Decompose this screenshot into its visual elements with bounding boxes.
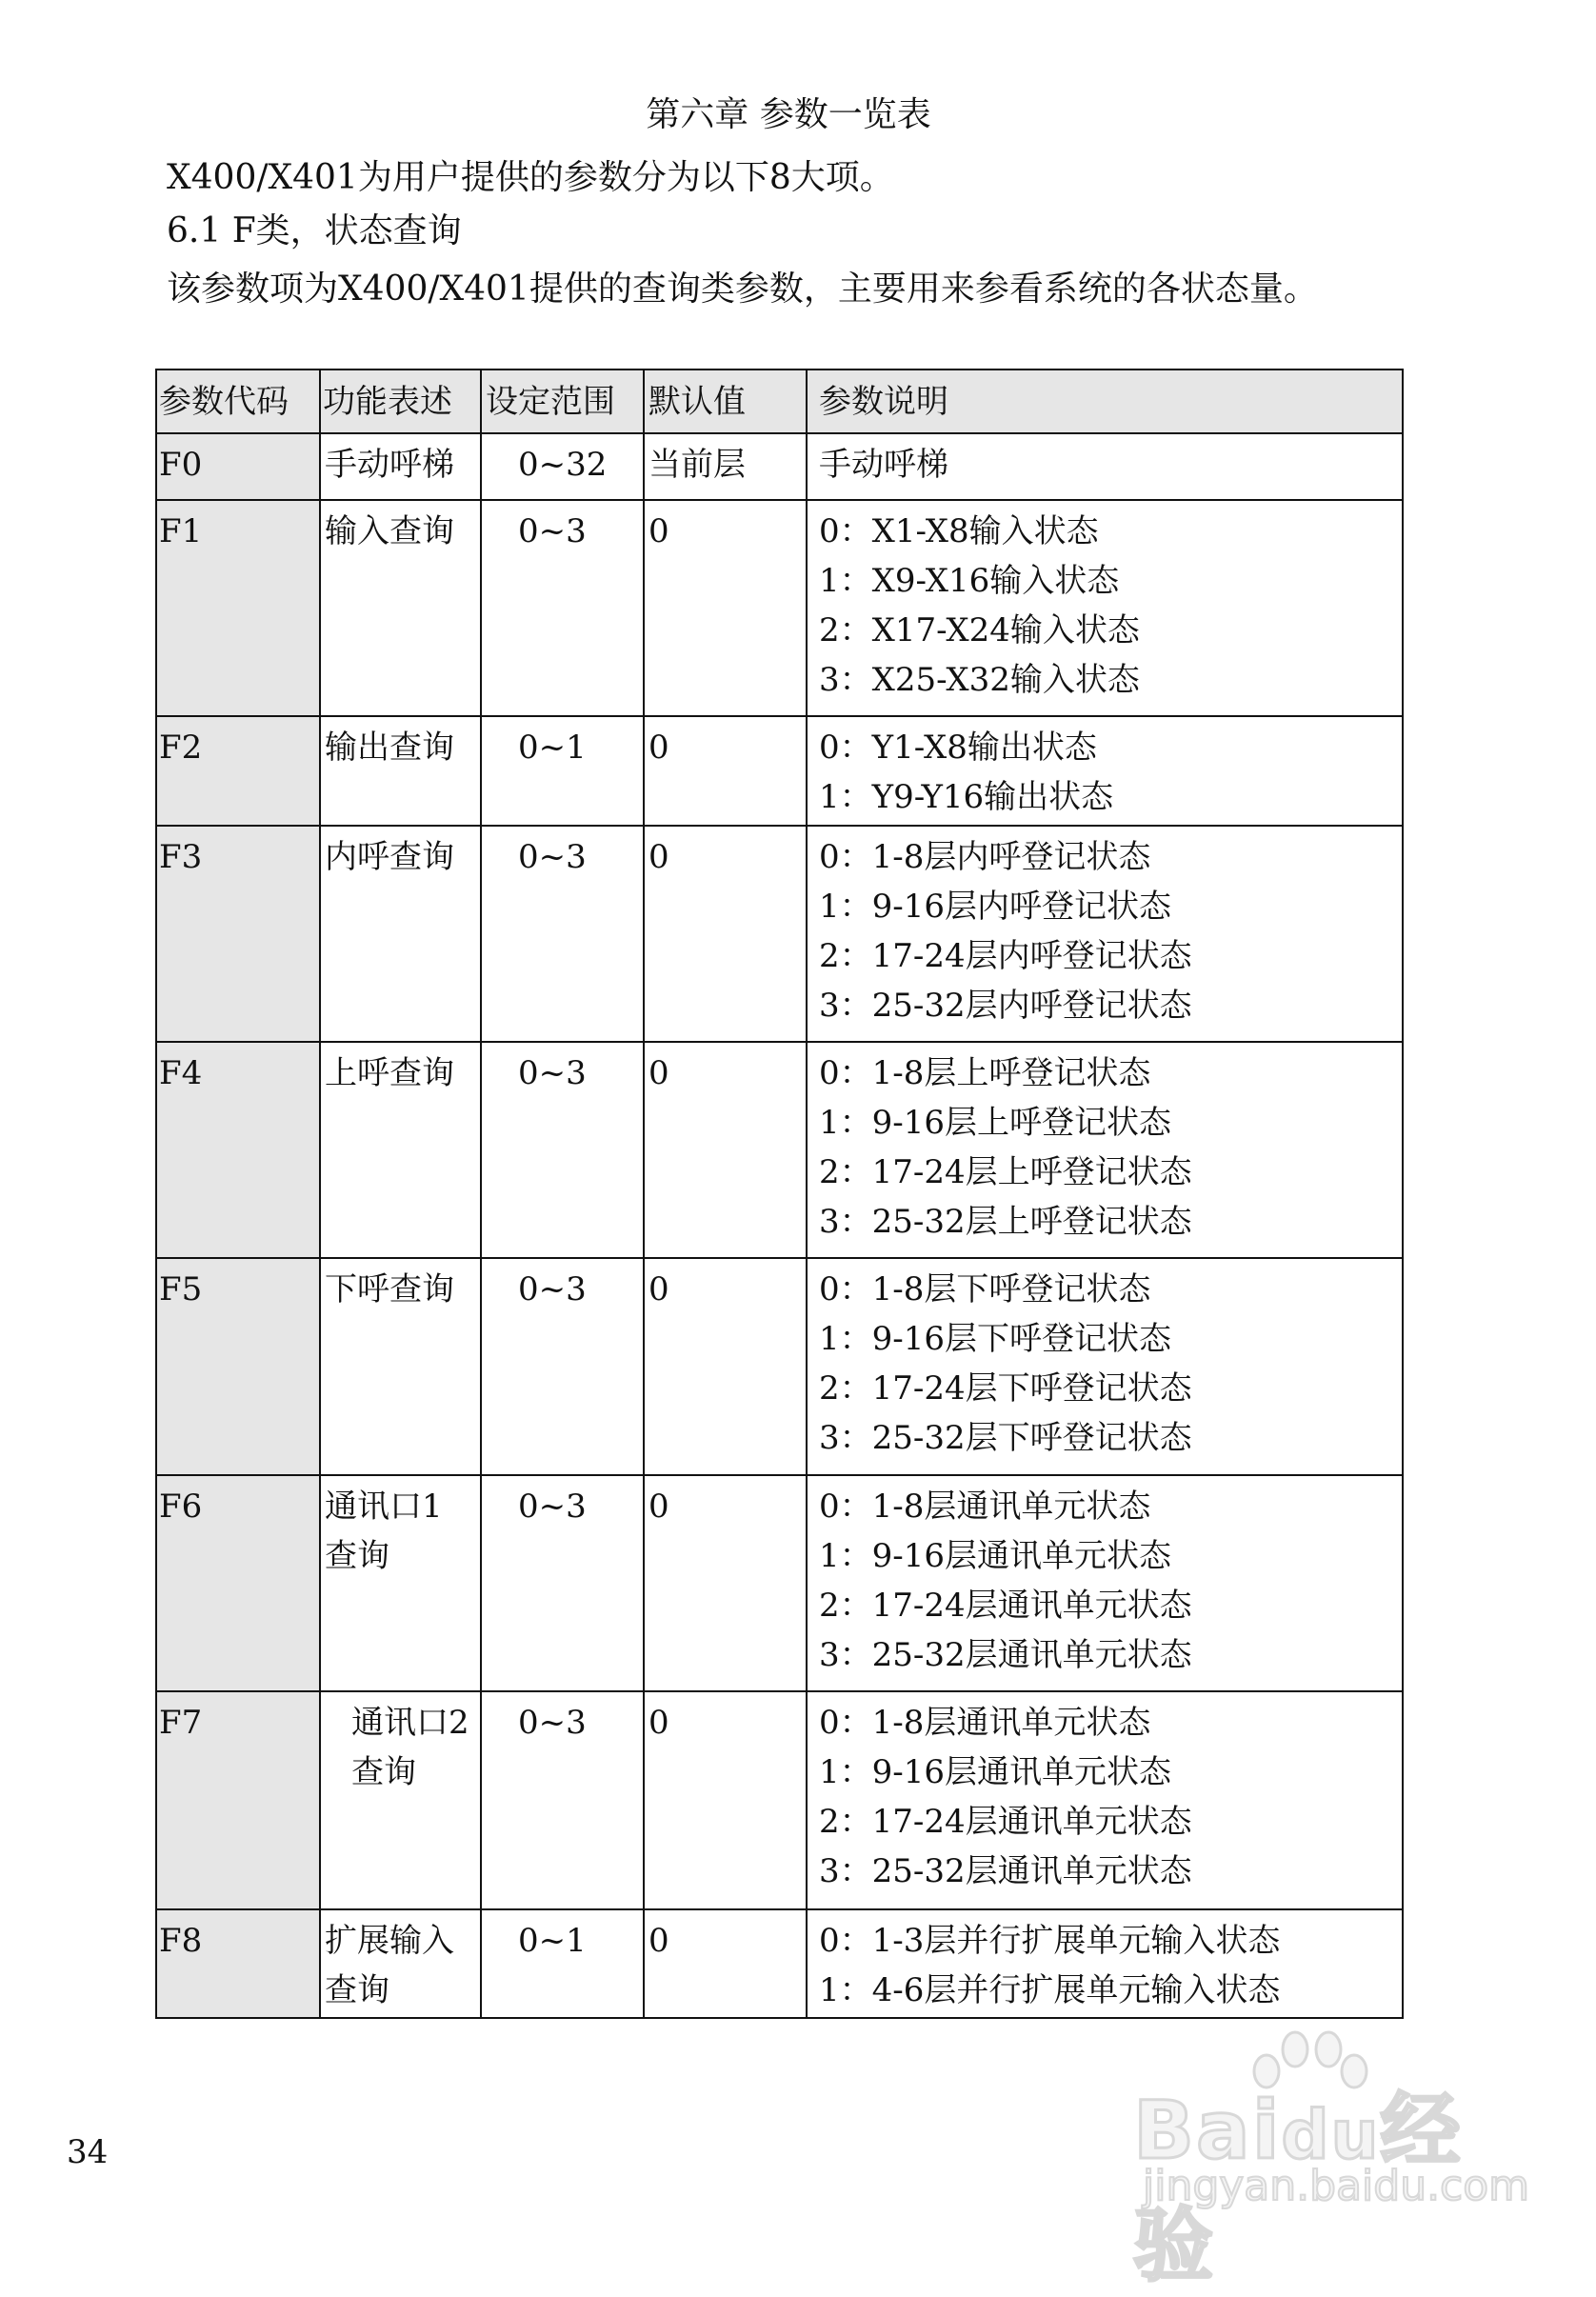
function-cell-line: 通讯口2 — [351, 1704, 469, 1742]
intro-text: X400/X401为用户提供的参数分为以下8大项。 — [167, 158, 894, 197]
default-cell: 0 — [644, 500, 807, 716]
description-cell-line: 3：25-32层通讯单元状态 — [819, 1636, 1192, 1674]
table-row — [156, 1909, 1403, 2018]
function-cell-line: 查询 — [325, 1537, 389, 1575]
function-cell — [320, 1691, 481, 1909]
parameter-table — [155, 369, 1404, 2019]
function-cell-line: 内呼查询 — [325, 838, 454, 876]
description-cell — [807, 716, 1403, 826]
description-cell-line: 0：1-8层内呼登记状态 — [819, 838, 1151, 876]
function-cell — [320, 1475, 481, 1691]
description-cell-line: 0：X1-X8输入状态 — [819, 512, 1099, 550]
description-cell — [807, 1909, 1403, 2018]
description-cell-line: 1：9-16层上呼登记状态 — [819, 1104, 1172, 1142]
param-code: F0 — [156, 433, 320, 500]
function-cell-line: 查询 — [325, 1971, 389, 2009]
default-cell: 0 — [644, 1909, 807, 2018]
default-cell: 0 — [644, 826, 807, 1042]
function-cell — [320, 433, 481, 500]
range-cell: 0~3 — [481, 500, 644, 716]
param-code: F1 — [156, 500, 320, 716]
table-row — [156, 1691, 1403, 1909]
description-cell-line: 2：X17-X24输入状态 — [819, 611, 1140, 649]
description-cell-line: 0：1-3层并行扩展单元输入状态 — [819, 1922, 1281, 1960]
function-cell — [320, 500, 481, 716]
range-cell: 0~3 — [481, 826, 644, 1042]
function-cell — [320, 716, 481, 826]
function-cell-line: 通讯口1 — [325, 1488, 443, 1526]
table-row — [156, 1258, 1403, 1475]
header-code: 参数代码 — [156, 370, 320, 433]
table-row — [156, 500, 1403, 716]
function-cell-line: 输出查询 — [325, 729, 454, 767]
param-code: F8 — [156, 1909, 320, 2018]
default-cell: 0 — [644, 1475, 807, 1691]
description-cell — [807, 1475, 1403, 1691]
range-cell: 0~3 — [481, 1691, 644, 1909]
description-cell-line: 0：Y1-X8输出状态 — [819, 729, 1097, 767]
function-cell-line: 下呼查询 — [325, 1270, 454, 1308]
table-row — [156, 1042, 1403, 1258]
default-cell: 0 — [644, 716, 807, 826]
description-cell-line: 1：4-6层并行扩展单元输入状态 — [819, 1971, 1281, 2009]
range-cell: 0~1 — [481, 716, 644, 826]
description-cell-line: 3：25-32层上呼登记状态 — [819, 1203, 1192, 1241]
section-paragraph: 该参数项为X400/X401提供的查询类参数，主要用来参看系统的各状态量。 — [167, 270, 1318, 309]
header-description: 参数说明 — [807, 370, 1403, 433]
function-cell — [320, 826, 481, 1042]
param-code: F3 — [156, 826, 320, 1042]
param-code: F5 — [156, 1258, 320, 1475]
description-cell — [807, 826, 1403, 1042]
description-cell-line: 1：9-16层内呼登记状态 — [819, 888, 1172, 926]
description-cell-line: 2：17-24层内呼登记状态 — [819, 937, 1192, 975]
description-cell-line: 1：9-16层下呼登记状态 — [819, 1320, 1172, 1358]
function-cell — [320, 1042, 481, 1258]
description-cell-line: 0：1-8层下呼登记状态 — [819, 1270, 1151, 1308]
param-code: F7 — [156, 1691, 320, 1909]
description-cell-line: 2：17-24层通讯单元状态 — [819, 1587, 1192, 1625]
range-cell: 0~32 — [481, 433, 644, 500]
function-cell-line: 扩展输入 — [325, 1922, 454, 1960]
table-row — [156, 826, 1403, 1042]
description-cell — [807, 1691, 1403, 1909]
range-cell: 0~3 — [481, 1475, 644, 1691]
description-cell — [807, 433, 1403, 500]
description-cell-line: 手动呼梯 — [819, 446, 948, 484]
description-cell-line: 3：25-32层内呼登记状态 — [819, 987, 1192, 1025]
table-row — [156, 433, 1403, 500]
header-function: 功能表述 — [320, 370, 481, 433]
description-cell-line: 0：1-8层上呼登记状态 — [819, 1054, 1151, 1092]
description-cell-line: 1：9-16层通讯单元状态 — [819, 1537, 1172, 1575]
function-cell-line: 查询 — [351, 1753, 416, 1791]
description-cell-line: 1：Y9-Y16输出状态 — [819, 778, 1114, 816]
table-row — [156, 716, 1403, 826]
function-cell-line: 上呼查询 — [325, 1054, 454, 1092]
description-cell-line: 1：X9-X16输入状态 — [819, 562, 1120, 600]
description-cell-line: 3：X25-X32输入状态 — [819, 661, 1140, 699]
chapter-title: 第六章 参数一览表 — [646, 95, 931, 134]
range-cell: 0~3 — [481, 1042, 644, 1258]
baidu-jingyan-watermark-logo: Baidu经验 jingyan.baidu.com — [1133, 2028, 1514, 2209]
function-cell — [320, 1909, 481, 2018]
description-cell-line: 2：17-24层上呼登记状态 — [819, 1153, 1192, 1191]
default-cell: 当前层 — [644, 433, 807, 500]
description-cell-line: 2：17-24层下呼登记状态 — [819, 1369, 1192, 1408]
range-cell: 0~1 — [481, 1909, 644, 2018]
default-cell: 0 — [644, 1691, 807, 1909]
range-cell: 0~3 — [481, 1258, 644, 1475]
description-cell-line: 0：1-8层通讯单元状态 — [819, 1704, 1151, 1742]
description-cell — [807, 1258, 1403, 1475]
default-cell: 0 — [644, 1042, 807, 1258]
description-cell-line: 3：25-32层通讯单元状态 — [819, 1852, 1192, 1890]
param-code: F4 — [156, 1042, 320, 1258]
function-cell — [320, 1258, 481, 1475]
function-cell-line: 输入查询 — [325, 512, 454, 550]
description-cell — [807, 500, 1403, 716]
function-cell-line: 手动呼梯 — [325, 446, 454, 484]
description-cell-line: 3：25-32层下呼登记状态 — [819, 1419, 1192, 1457]
param-code: F6 — [156, 1475, 320, 1691]
page-number: 34 — [67, 2133, 109, 2171]
table-header-row — [156, 370, 1403, 433]
description-cell-line: 2：17-24层通讯单元状态 — [819, 1803, 1192, 1841]
header-default: 默认值 — [644, 370, 807, 433]
description-cell-line: 1：9-16层通讯单元状态 — [819, 1753, 1172, 1791]
default-cell: 0 — [644, 1258, 807, 1475]
header-range: 设定范围 — [481, 370, 644, 433]
description-cell-line: 0：1-8层通讯单元状态 — [819, 1488, 1151, 1526]
section-heading: 6.1 F类，状态查询 — [167, 211, 462, 250]
param-code: F2 — [156, 716, 320, 826]
description-cell — [807, 1042, 1403, 1258]
table-row — [156, 1475, 1403, 1691]
